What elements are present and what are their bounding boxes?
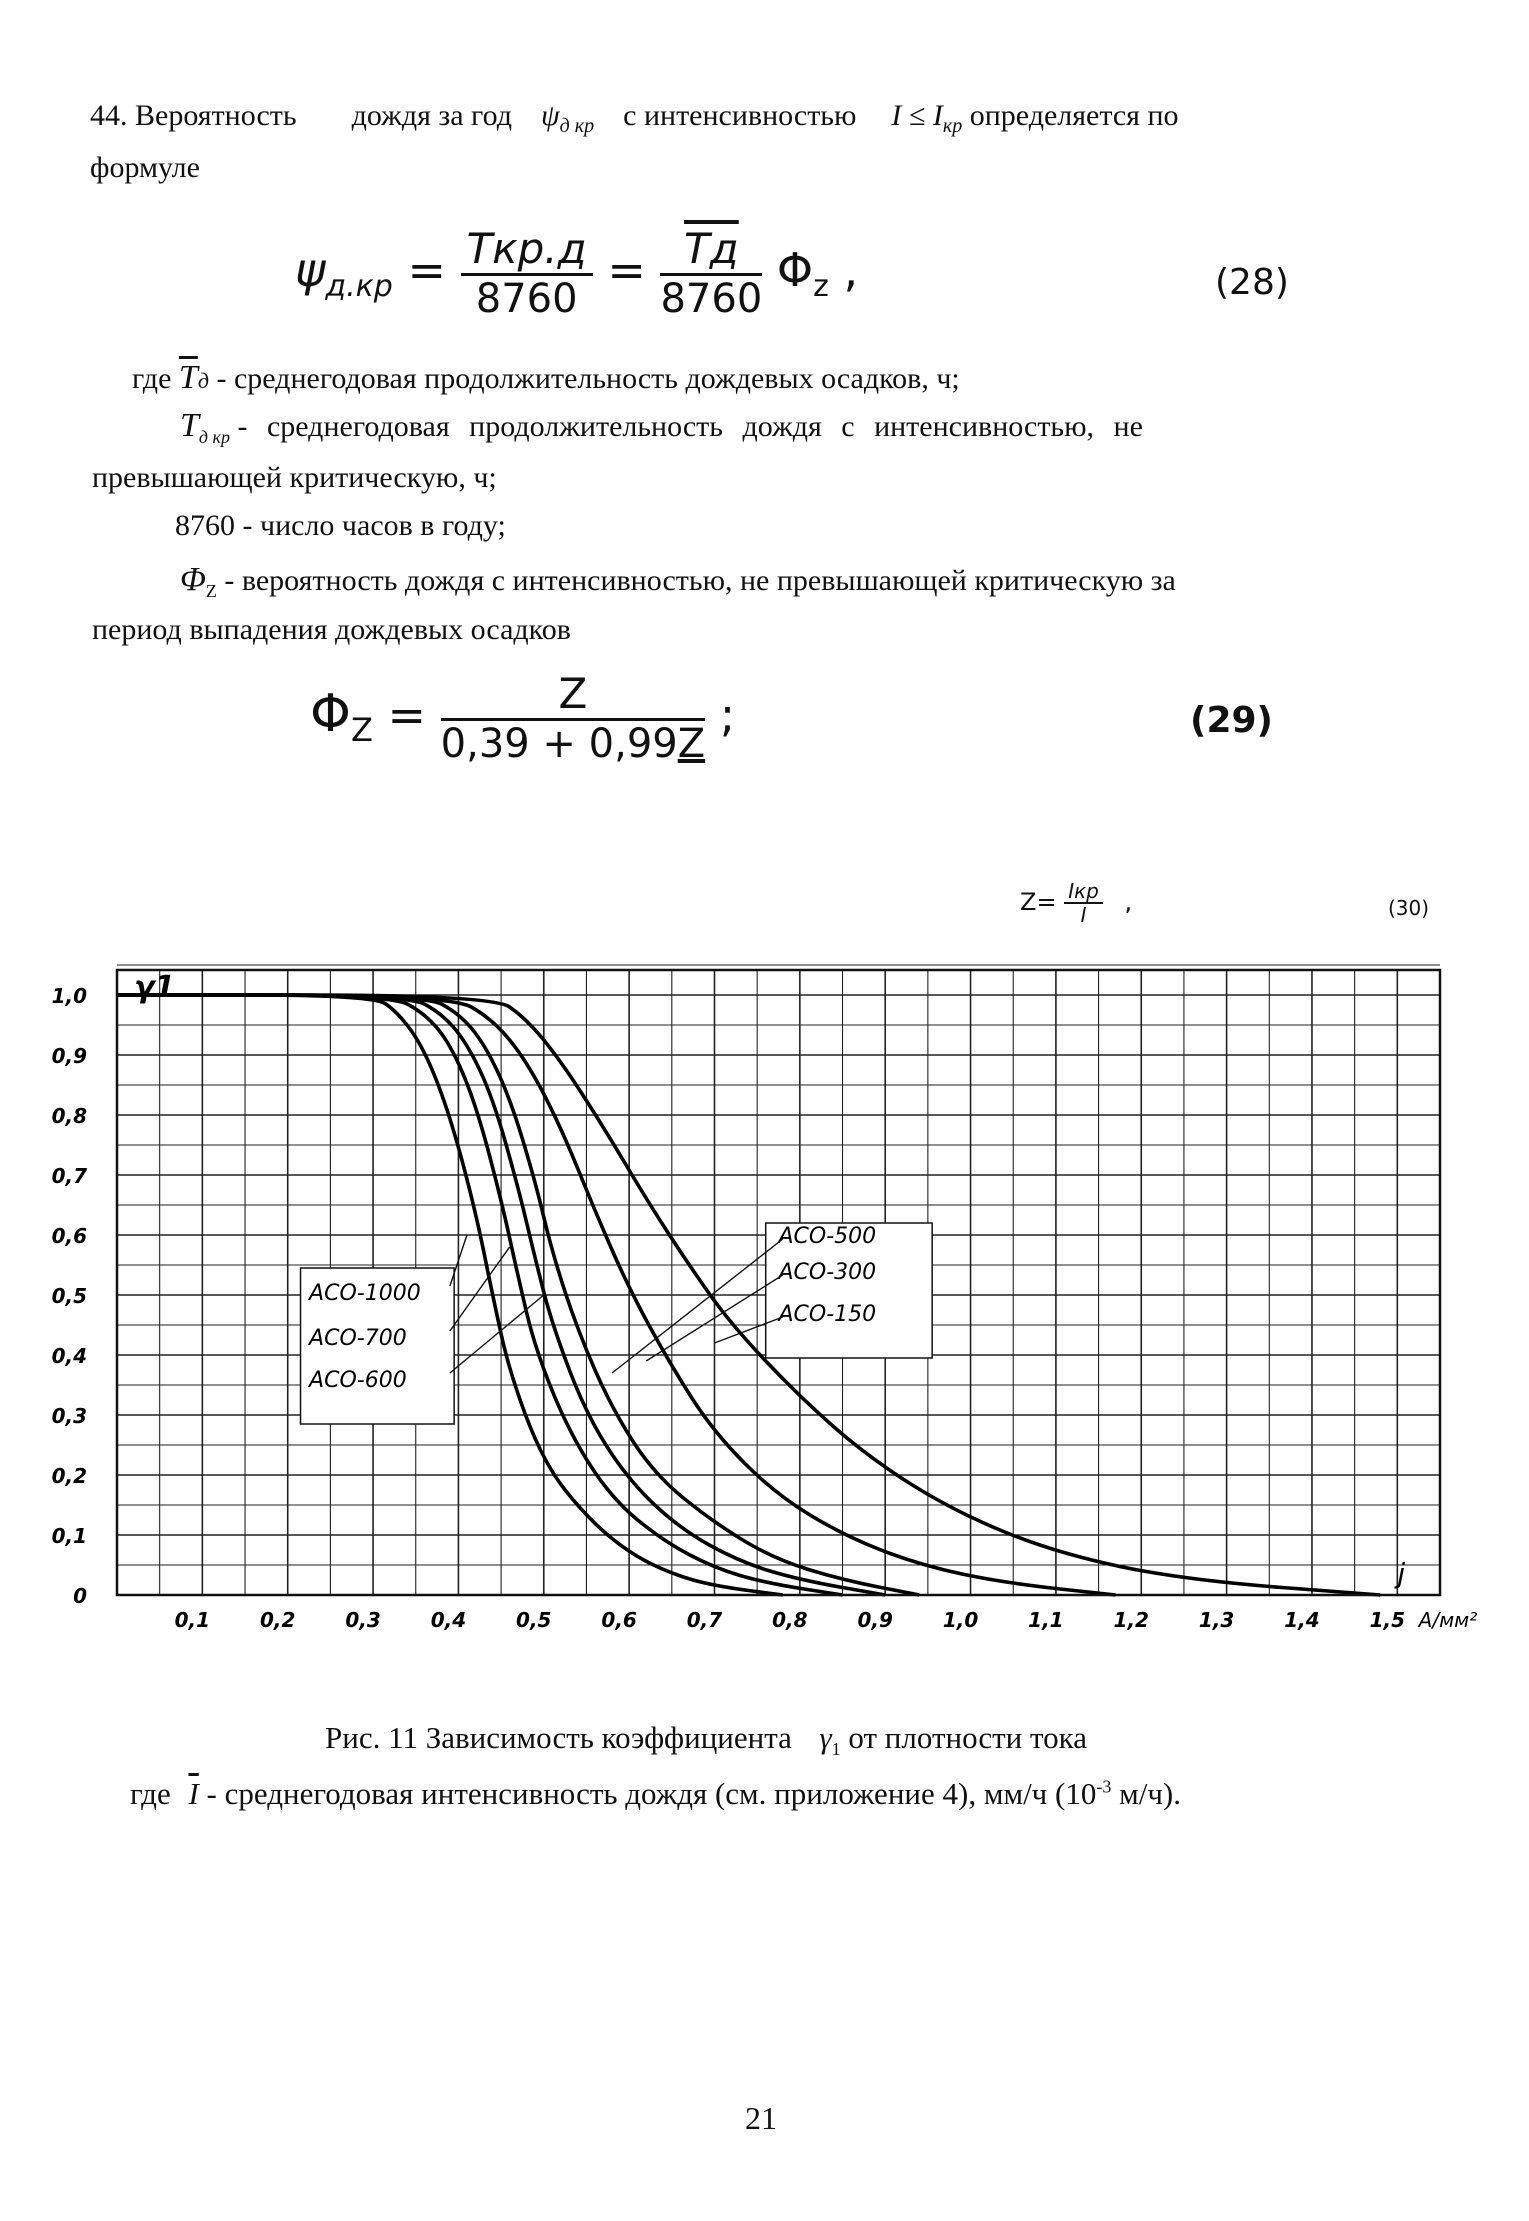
T-kr-sub: д кр (198, 427, 230, 447)
phi-def-sub: Z (205, 581, 217, 601)
caption-text-a: Рис. 11 Зависимость коэффициента (325, 1720, 792, 1755)
paragraph-44-line2: формуле (90, 151, 200, 184)
definition-4-text-a: - вероятность дождя с интенсивностью, не превышающей критическую за (224, 564, 1176, 597)
ineq-expression: I ≤ I (891, 99, 943, 132)
x-tick-label: 0,7 (686, 1608, 723, 1632)
y-tick-label: 0,7 (51, 1164, 87, 1188)
formula-30-comma: , (1124, 888, 1133, 916)
y-axis-label: γ1 (134, 970, 176, 1005)
x-tick-label: 0,1 (174, 1608, 211, 1632)
caption-exponent: -3 (1096, 1776, 1112, 1797)
x-unit-label: А/мм² (1418, 1608, 1478, 1632)
psi-symbol: ψ (541, 99, 560, 132)
y-tick-label: 0,6 (51, 1224, 87, 1248)
T-bar-sub: д (197, 368, 209, 393)
formula-29 (310, 670, 735, 767)
ineq-sub: кр (942, 115, 963, 137)
y-tick-label: 0,5 (51, 1284, 87, 1308)
phi-def-symbol: Φ (180, 561, 206, 598)
equals-2: = (607, 243, 646, 297)
fraction-2 (660, 225, 762, 322)
fraction-29-denominator (441, 721, 705, 767)
x-tick-label: 1,1 (1028, 1608, 1064, 1632)
denominator-constant: 0,39 + 0,99 (440, 721, 678, 767)
x-tick-label: 0,3 (345, 1608, 381, 1632)
p44-text-a: 44. Вероятность (90, 99, 297, 132)
fraction-29-numerator: Z (441, 670, 705, 721)
psi-lhs-sub: д.кр (325, 269, 393, 305)
caption-text-e: м/ч). (1119, 1776, 1182, 1811)
box-label-асо-600: АСО-600 (309, 1368, 407, 1393)
fraction-30-denominator: I (1080, 903, 1087, 927)
x-tick-label: 0,5 (516, 1608, 552, 1632)
definition-T-bar (132, 360, 960, 399)
fraction-30 (1064, 880, 1103, 926)
fraction-30-numerator: Iкр (1064, 880, 1103, 904)
phi-29-symbol: Φ (310, 684, 351, 744)
caption-gamma-sub: 1 (831, 1739, 841, 1760)
p44-text-c: с интенсивностью (623, 99, 857, 132)
fraction-1-numerator: Tкр.д (461, 225, 593, 276)
phi-symbol: Φ (776, 243, 814, 297)
box-label-асо-700: АСО-700 (309, 1326, 407, 1351)
psi-sub: д кр (559, 115, 595, 137)
paragraph-44-line1 (90, 98, 1179, 144)
definition-1-text: - среднегодовая продолжительность дождевых осадков, ч; (216, 362, 960, 395)
right-label-асо-500: АСО-500 (778, 1224, 877, 1249)
y-tick-label: 0 (73, 1584, 87, 1608)
definition-4-text-b: период выпадения дождевых осадков (92, 613, 571, 646)
fraction-29 (441, 670, 705, 767)
x-tick-label: 1,0 (942, 1608, 979, 1632)
x-tick-label: 1,5 (1369, 1608, 1406, 1632)
x-tick-label: 1,2 (1113, 1608, 1149, 1632)
y-tick-label: 0,3 (51, 1404, 87, 1428)
chart-axes (52, 970, 1478, 1632)
formula-30-number: (30) (1388, 896, 1430, 920)
caption-text-d: (10 (1055, 1776, 1097, 1811)
definition-2-text-a: - среднегодовая продолжительность дождя с интенсивностью, не (237, 410, 1143, 443)
x-tick-label: 0,4 (430, 1608, 467, 1632)
T-kr-symbol: T (180, 407, 199, 444)
fraction-1 (461, 225, 593, 322)
definition-phi (180, 562, 1176, 609)
p44-text-b: дождя за год (351, 99, 513, 132)
caption-text-c: - среднегодовая интенсивность дождя (см. приложение 4), мм/ч (206, 1776, 1048, 1811)
x-tick-label: 0,6 (601, 1608, 637, 1632)
right-label-асо-300: АСО-300 (778, 1260, 877, 1285)
definition-3: 8760 - число часов в году; (175, 509, 506, 542)
formula-28-number: (28) (1215, 262, 1289, 303)
y-tick-label: 1,0 (51, 984, 87, 1008)
p44-text-d: определяется по (969, 99, 1179, 132)
y-tick-label: 0,9 (51, 1044, 87, 1068)
formula-30 (1020, 880, 1132, 926)
formula-29-semicolon: ; (719, 688, 736, 742)
page-number: 21 (745, 2100, 777, 2136)
figure-caption-line1 (325, 1720, 1087, 1760)
figure-caption-line2 (130, 1776, 1181, 1812)
x-tick-label: 1,4 (1284, 1608, 1320, 1632)
y-tick-label: 0,4 (51, 1344, 87, 1368)
T-bar-symbol: $\overline{T}$ (178, 359, 198, 396)
z-lhs: Z= (1020, 888, 1057, 916)
definition-2-text-b: превышающей критическую, ч; (92, 461, 497, 494)
formula-29-number: (29) (1190, 700, 1274, 741)
y-tick-label: 0,8 (51, 1104, 87, 1128)
definition-T-kr (180, 408, 1440, 455)
caption-text-b: от плотности тока (848, 1720, 1087, 1755)
phi-sub: z (813, 269, 829, 305)
formula-28-comma: , (843, 243, 859, 297)
y-tick-label: 0,2 (51, 1464, 87, 1488)
right-label-асо-150: АСО-150 (778, 1302, 877, 1327)
equals-1: = (407, 243, 446, 297)
fraction-2-denominator: 8760 (660, 276, 763, 322)
fraction-1-denominator: 8760 (475, 276, 578, 322)
fraction-2-numerator: Tд (660, 225, 762, 276)
caption-gamma: γ (819, 1720, 832, 1755)
x-tick-label: 1,3 (1198, 1608, 1235, 1632)
psi-lhs: ψ (295, 243, 326, 297)
x-tick-label: 0,8 (772, 1608, 808, 1632)
equals-29: = (387, 688, 427, 742)
caption-where: где (130, 1776, 171, 1811)
denominator-z: Z (677, 721, 706, 767)
caption-I-bar: $\overline{I}$ (188, 1776, 199, 1811)
x-tick-label: 0,2 (259, 1608, 296, 1632)
y-tick-label: 0,1 (51, 1524, 87, 1548)
phi-29-sub: Z (350, 711, 373, 750)
gamma-vs-current-density-chart (0, 930, 1529, 1690)
formula-28 (295, 225, 858, 322)
where-word: где (132, 362, 172, 395)
x-axis-label: j (1397, 1557, 1406, 1590)
box-label-асо-1000: АСО-1000 (309, 1281, 421, 1306)
x-tick-label: 0,9 (857, 1608, 893, 1632)
